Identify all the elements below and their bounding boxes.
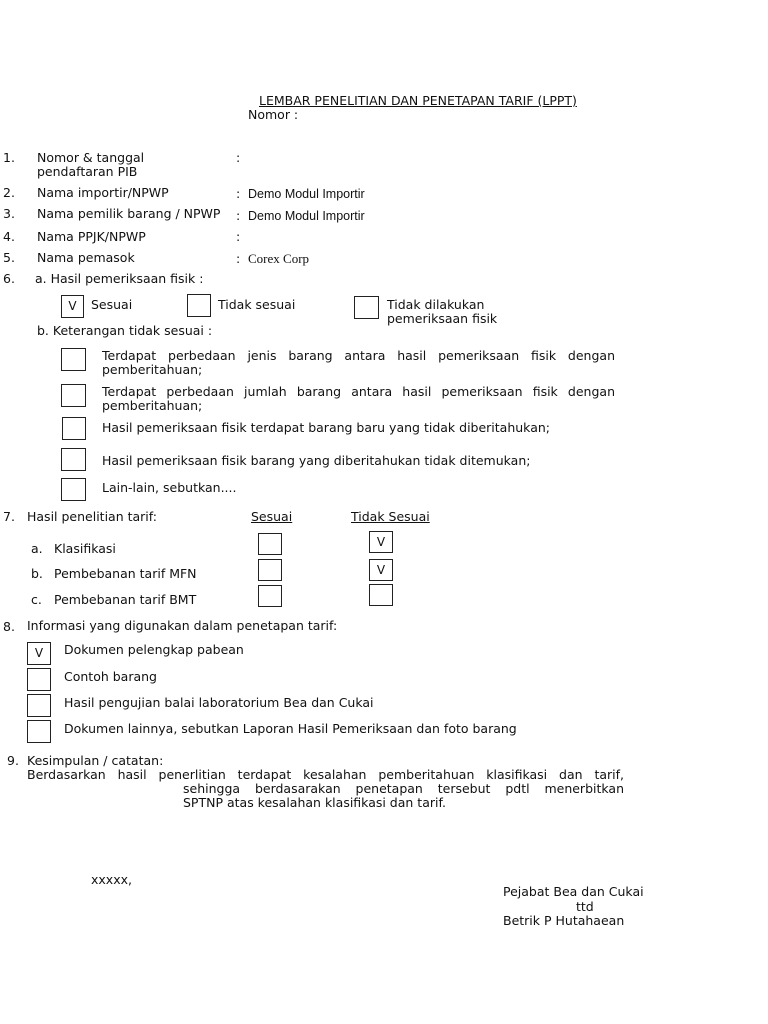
tarif-row-bmt-label: Pembebanan tarif BMT — [54, 592, 197, 607]
tarif-row-klasifikasi-label: Klasifikasi — [54, 541, 116, 556]
field-colon: : — [236, 208, 241, 223]
section-6b-label: b. Keterangan tidak sesuai : — [37, 323, 213, 338]
info-dokumen-pelengkap-label: Dokumen pelengkap pabean — [64, 642, 244, 657]
option-tidak-dilakukan-label: Tidak dilakukan — [387, 297, 485, 312]
section-6a-label: a. Hasil pemeriksaan fisik : — [35, 271, 204, 286]
section-9-label: Kesimpulan / catatan: — [27, 753, 164, 768]
field-number: 1. — [3, 150, 15, 165]
checkbox-beda-jenis[interactable] — [61, 348, 86, 371]
kesimpulan-line1: Berdasarkan hasil penerlitian terdapat kesalahan pemberitahuan klasifikasi dan tarif, — [27, 767, 624, 782]
checkbox-mfn-sesuai[interactable] — [258, 559, 282, 581]
item-beda-jenis-text: Terdapat perbedaan jenis barang antara hasil pemeriksaan fisik dengan — [102, 348, 615, 363]
checkbox-tidak-sesuai[interactable] — [187, 294, 211, 317]
section-6-number: 6. — [3, 271, 15, 286]
checkbox-beda-jumlah[interactable] — [61, 384, 86, 407]
tarif-row-letter: c. — [31, 592, 42, 607]
item-beda-jumlah-text-line2: pemberitahuan; — [102, 398, 203, 413]
nomor-label: Nomor : — [248, 107, 299, 122]
checkbox-bmt-sesuai[interactable] — [258, 585, 282, 607]
field-colon: : — [236, 186, 241, 201]
tarif-row-mfn-label: Pembebanan tarif MFN — [54, 566, 197, 581]
checkbox-sesuai[interactable]: V — [61, 295, 84, 318]
section-9-number: 9. — [7, 753, 19, 768]
kesimpulan-line3: SPTNP atas kesalahan klasifikasi dan tarif. — [183, 795, 446, 810]
field-label: Nama pemasok — [37, 250, 135, 265]
section-7-number: 7. — [3, 509, 15, 524]
section-8-label: Informasi yang digunakan dalam penetapan tarif: — [27, 618, 338, 633]
checkbox-lain-lain[interactable] — [61, 478, 86, 501]
item-lain-lain-text: Lain-lain, sebutkan.... — [102, 480, 237, 495]
column-sesuai-header: Sesuai — [251, 509, 293, 524]
section-8-number: 8. — [3, 619, 15, 634]
item-beda-jumlah-text: Terdapat perbedaan jumlah barang antara hasil pemeriksaan fisik dengan — [102, 384, 615, 399]
document-title: LEMBAR PENELITIAN DAN PENETAPAN TARIF (LPPT) — [259, 93, 577, 108]
field-label: Nama pemilik barang / NPWP — [37, 206, 221, 221]
option-sesuai-label: Sesuai — [91, 297, 133, 312]
field-number: 5. — [3, 250, 15, 265]
option-tidak-dilakukan-label-line2: pemeriksaan fisik — [387, 311, 498, 326]
section-7-label: Hasil penelitian tarif: — [27, 509, 157, 524]
checkbox-tidak-dilakukan[interactable] — [354, 296, 379, 319]
field-label-line2: pendaftaran PIB — [37, 164, 138, 179]
item-tidak-ditemukan-text: Hasil pemeriksaan fisik barang yang diberitahukan tidak ditemukan; — [102, 453, 531, 468]
signature-name: Betrik P Hutahaean — [503, 913, 625, 928]
tarif-row-letter: b. — [31, 566, 43, 581]
field-label: Nama importir/NPWP — [37, 185, 169, 200]
item-beda-jenis-text-line2: pemberitahuan; — [102, 362, 203, 377]
field-colon: : — [236, 150, 241, 165]
info-dokumen-lainnya-label: Dokumen lainnya, sebutkan Laporan Hasil Pemeriksaan dan foto barang — [64, 721, 517, 736]
checkbox-mfn-tidak-sesuai[interactable]: V — [369, 559, 393, 581]
checkbox-contoh-barang[interactable] — [27, 668, 51, 691]
field-label: Nomor & tanggal — [37, 150, 145, 165]
checkbox-klasifikasi-tidak-sesuai[interactable]: V — [369, 531, 393, 553]
field-number: 4. — [3, 229, 15, 244]
option-tidak-sesuai-label: Tidak sesuai — [218, 297, 296, 312]
checkbox-dokumen-lainnya[interactable] — [27, 720, 51, 743]
tarif-row-letter: a. — [31, 541, 43, 556]
checkbox-barang-baru[interactable] — [62, 417, 86, 440]
checkbox-bmt-tidak-sesuai[interactable] — [369, 584, 393, 606]
checkbox-hasil-pengujian[interactable] — [27, 694, 51, 717]
field-colon: : — [236, 229, 241, 244]
field-number: 2. — [3, 185, 15, 200]
checkbox-dokumen-pelengkap[interactable]: V — [27, 642, 51, 665]
checkbox-klasifikasi-sesuai[interactable] — [258, 533, 282, 555]
field-colon: : — [236, 251, 241, 266]
importir-value: Demo Modul Importir — [248, 187, 365, 201]
pemasok-value: Corex Corp — [248, 251, 310, 266]
info-hasil-pengujian-label: Hasil pengujian balai laboratorium Bea dan Cukai — [64, 695, 374, 710]
column-tidak-sesuai-header: Tidak Sesuai — [351, 509, 430, 524]
pemilik-value: Demo Modul Importir — [248, 209, 365, 223]
checkbox-tidak-ditemukan[interactable] — [61, 448, 86, 471]
signature-ttd: ttd — [576, 899, 594, 914]
signature-place: xxxxx, — [91, 872, 132, 887]
info-contoh-barang-label: Contoh barang — [64, 669, 157, 684]
signature-title: Pejabat Bea dan Cukai — [503, 884, 644, 899]
kesimpulan-line2: sehingga berdasarakan penetapan tersebut pdtl menerbitkan — [183, 781, 624, 796]
item-barang-baru-text: Hasil pemeriksaan fisik terdapat barang baru yang tidak diberitahukan; — [102, 420, 550, 435]
field-number: 3. — [3, 206, 15, 221]
field-label: Nama PPJK/NPWP — [37, 229, 146, 244]
